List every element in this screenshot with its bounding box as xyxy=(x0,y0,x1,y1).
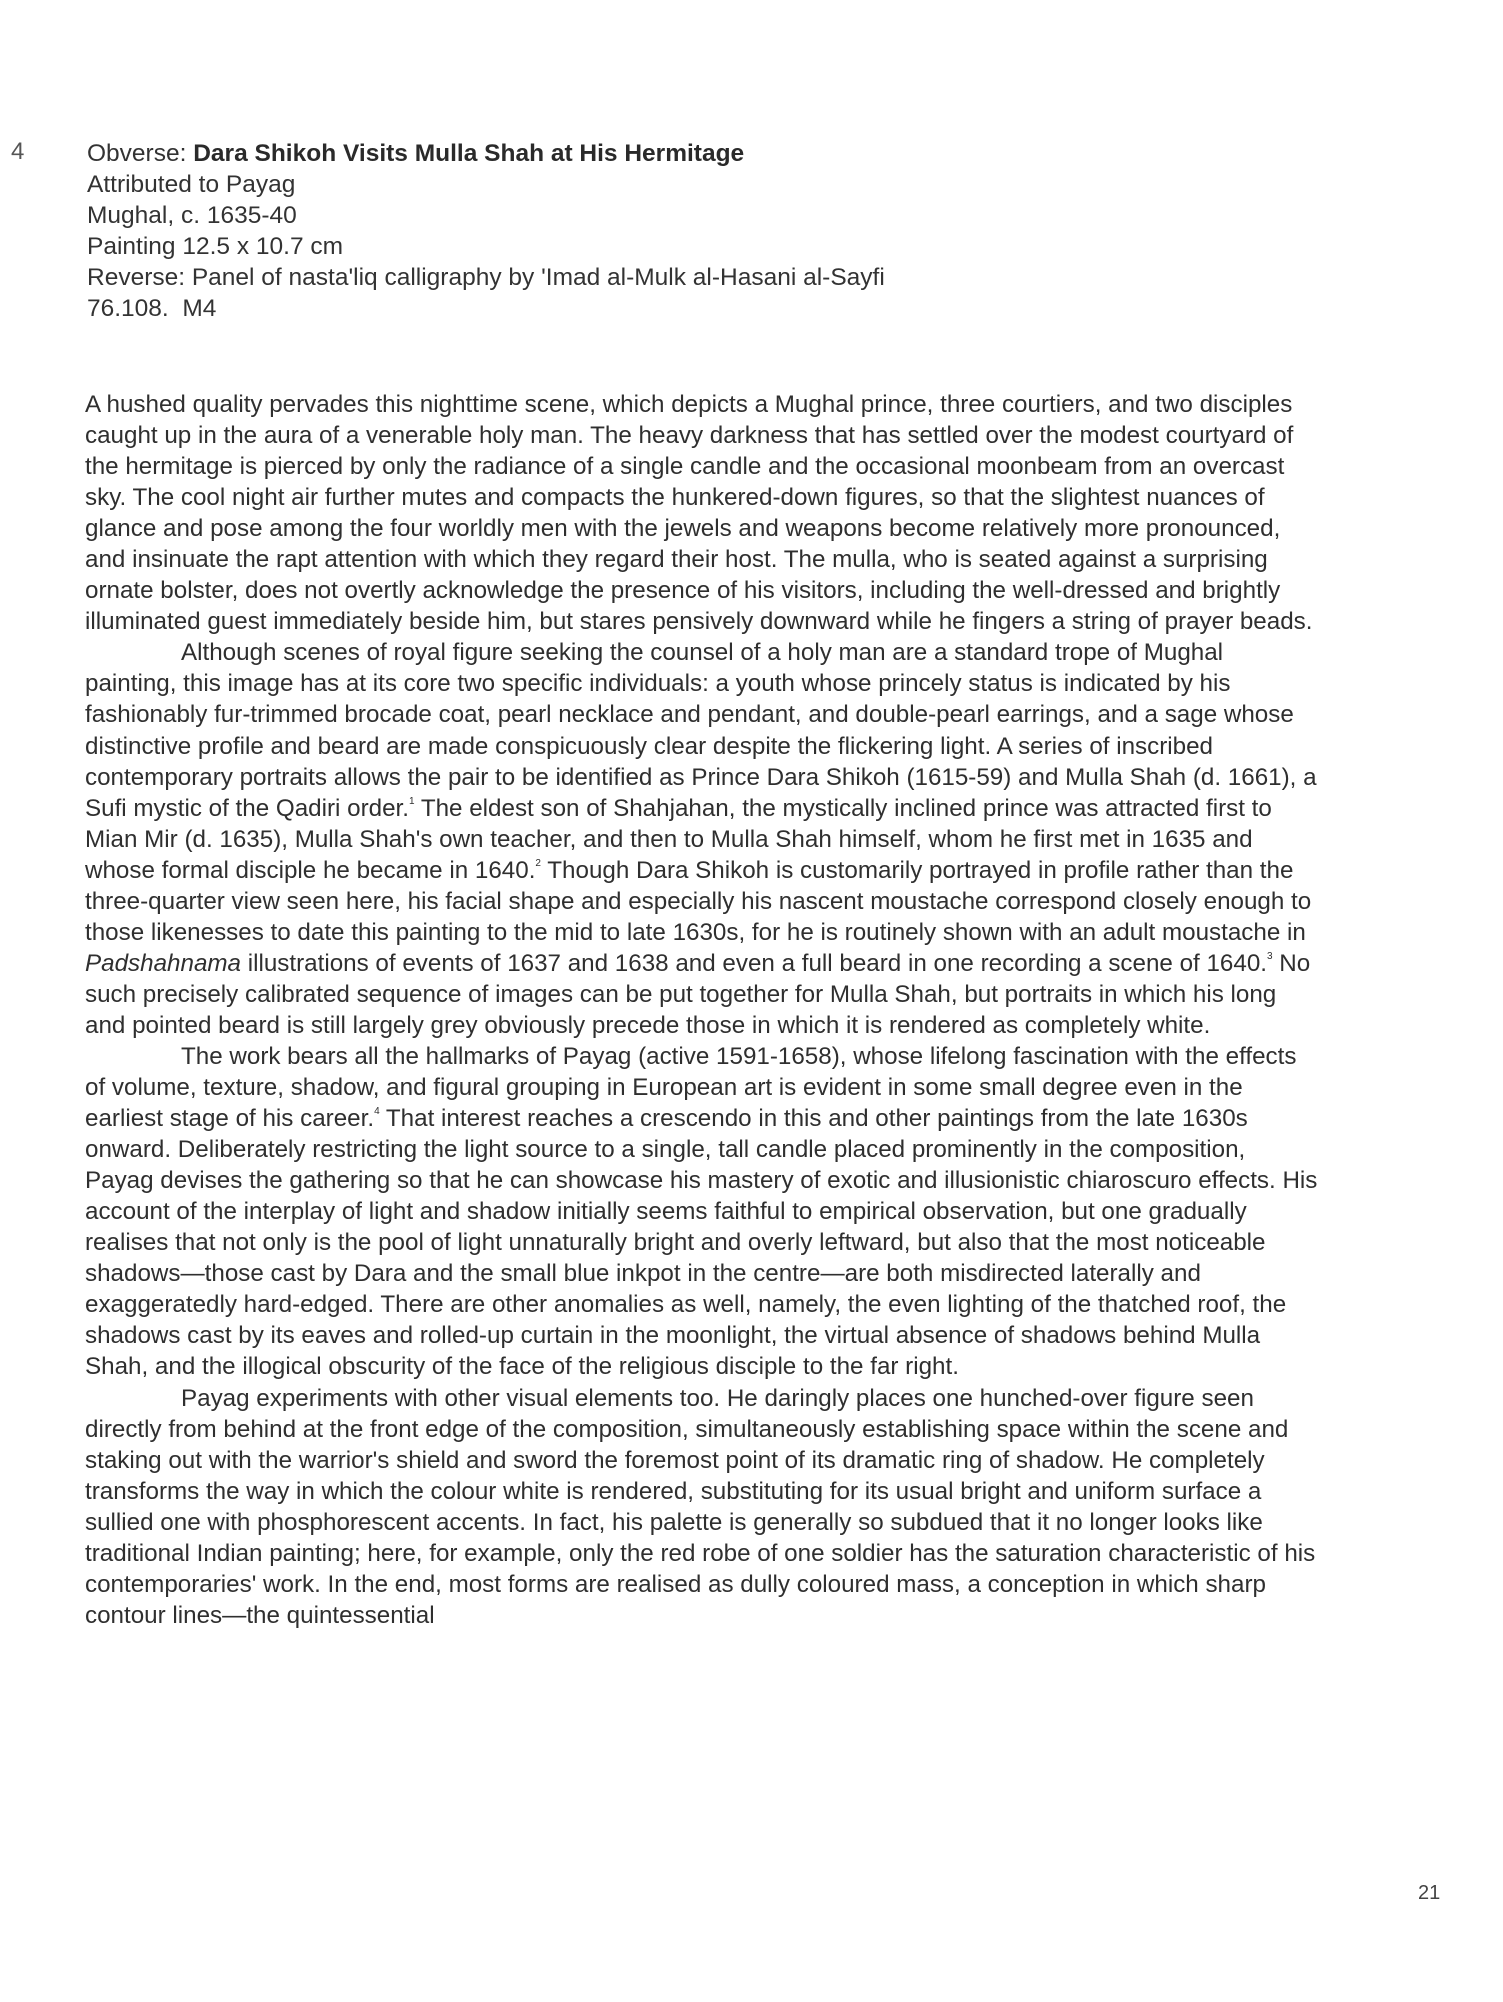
paragraph-2 xyxy=(85,637,1319,1041)
padshahnama-title: Padshahnama xyxy=(85,949,241,977)
footnote-ref-2: 2 xyxy=(535,857,541,869)
footnote-ref-4: 4 xyxy=(374,1106,380,1118)
artwork-title: Dara Shikoh Visits Mulla Shah at His Hermitage xyxy=(193,140,745,167)
reverse-description: Reverse: Panel of nasta'liq calligraphy by 'Imad al-Mulk al-Hasani al-Sayfi xyxy=(87,264,885,291)
page-number: 21 xyxy=(1418,1882,1441,1904)
title-line xyxy=(87,138,1287,169)
date-line: Mughal, c. 1635-40 xyxy=(87,202,297,229)
footnote-ref-3: 3 xyxy=(1267,950,1273,962)
paragraph-2-part-b: The eldest son of Shahjahan, the mystically inclined prince was attracted first to Mian Mir (d. 1635), Mulla Shah's own teacher, and then to Mulla Shah himself, whom he first met in 1635 and whose formal disciple he became in 1640. xyxy=(85,794,1272,884)
paragraph-2-part-e: No such precisely calibrated sequence of images can be put together for Mulla Shah, but portraits in which his long and pointed beard is still largely grey obviously precede those in which it is rendered as completely white. xyxy=(85,949,1311,1039)
paragraph-2-part-a: Although scenes of royal figure seeking the counsel of a holy man are a standard trope of Mughal painting, this image has at its core two specific individuals: a youth whose princely status is indicated by his fashionably fur-trimmed brocade coat, pearl necklace and pendant, and double-pearl earrings, and a sage whose distinctive profile and beard are made conspicuously clear despite the flickering light. A series of inscribed contemporary portraits allows the pair to be identified as Prince Dara Shikoh (1615-59) and Mulla Shah (d. 1661), a Sufi mystic of the Qadiri order. xyxy=(85,639,1317,822)
paragraph-3-part-b: That interest reaches a crescendo in this and other paintings from the late 1630s onward. Deliberately restricting the light source to a single, tall candle placed prominently in the composition, Payag devises the gathering so that he can showcase his mastery of exotic and illusionistic chiaroscuro effects. His account of the interplay of light and shadow initially seems faithful to empirical observation, but one gradually realises that not only is the pool of light unnaturally bright and overly leftward, but also that the most noticeable shadows—those cast by Dara and the small blue inkpot in the centre—are both misdirected laterally and exaggeratedly hard-edged. There are other anomalies as well, namely, the even lighting of the thatched roof, the shadows cast by its eaves and rolled-up curtain in the moonlight, the virtual absence of shadows behind Mulla Shah, and the illogical obscurity of the face of the religious disciple to the far right. xyxy=(85,1105,1318,1381)
paragraph-1: A hushed quality pervades this nighttime scene, which depicts a Mughal prince, three courtiers, and two disciples caught up in the aura of a venerable holy man. The heavy darkness that has settled over the modest courtyard of the hermitage is pierced by only the radiance of a single candle and the occasional moonbeam from an overcast sky. The cool night air further mutes and compacts the hunkered-down figures, so that the slightest nuances of glance and pose among the four worldly men with the jewels and weapons become relatively more pronounced, and insinuate the rapt attention with which they regard their host. The mulla, who is seated against a surprising ornate bolster, does not overtly acknowledge the presence of his visitors, including the well-dressed and brightly illuminated guest immediately beside him, but stares pensively downward while he fingers a string of prayer beads. xyxy=(85,391,1313,636)
catalogue-number: 4 xyxy=(11,138,25,165)
essay-body xyxy=(85,389,1319,1631)
obverse-label: Obverse: xyxy=(87,140,194,167)
catalogue-entry-header xyxy=(87,138,1287,324)
accession-number: 76.108. M4 xyxy=(87,295,217,322)
paragraph-2-part-d: illustrations of events of 1637 and 1638 and even a full beard in one recording a scene of 1640. xyxy=(241,949,1267,977)
attribution: Attributed to Payag xyxy=(87,171,296,198)
dimensions: Painting 12.5 x 10.7 cm xyxy=(87,233,344,260)
paragraph-2-part-c: Though Dara Shikoh is customarily portrayed in profile rather than the three-quarter view seen here, his facial shape and especially his nascent moustache correspond closely enough to those likenesses to date this painting to the mid to late 1630s, for he is routinely shown with an adult moustache in xyxy=(85,856,1312,946)
paragraph-3-part-a: The work bears all the hallmarks of Payag (active 1591-1658), whose lifelong fascination with the effects of volume, texture, shadow, and figural grouping in European art is evident in some small degree even in the earliest stage of his career. xyxy=(85,1042,1297,1133)
paragraph-3 xyxy=(85,1041,1319,1383)
paragraph-4: Payag experiments with other visual elements too. He daringly places one hunched-over figure seen directly from behind at the front edge of the composition, simultaneously establishing space within the scene and staking out with the warrior's shield and sword the foremost point of its dramatic ring of shadow. He completely transforms the way in which the colour white is rendered, substituting for its usual bright and uniform surface a sullied one with phosphorescent accents. In fact, his palette is generally so subdued that it no longer looks like traditional Indian painting; here, for example, only the red robe of one soldier has the saturation characteristic of his contemporaries' work. In the end, most forms are realised as dully coloured mass, a conception in which sharp contour lines—the quintessential xyxy=(85,1384,1316,1629)
footnote-ref-1: 1 xyxy=(408,795,415,807)
